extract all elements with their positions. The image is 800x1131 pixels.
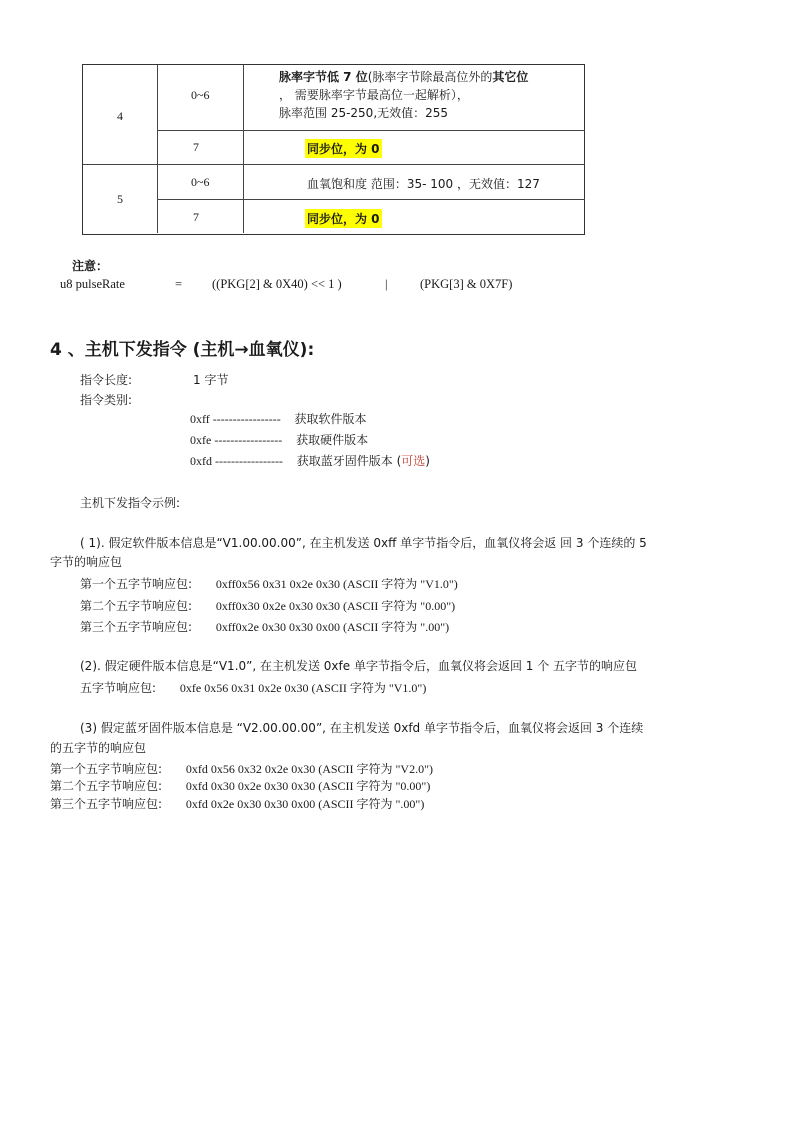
length-value: 1 字节 — [193, 373, 229, 387]
packet-value: 0xff0x2e 0x30 0x30 0x00 (ASCII 字符为 ".00") — [215, 620, 450, 634]
example2-packet — [80, 679, 426, 696]
section-heading: 4 、主机下发指令 (主机→血氧仪): — [50, 340, 315, 360]
command-desc: 获取硬件版本 — [296, 433, 369, 447]
example3-text: (3) 假定蓝牙固件版本信息是 “V2.00.00.00”, 在主机发送 0xfd 单字节指令后，血氧仪将会返回 3 个连续 — [80, 721, 644, 735]
bit-range-4-0-6: 0~6 — [191, 88, 210, 102]
packet-value: 0xff0x56 0x31 0x2e 0x30 (ASCII 字符为 "V1.0") — [215, 577, 458, 591]
example3-packet — [50, 795, 424, 812]
table-col-divider-2 — [243, 65, 244, 233]
packet-value: 0xfe 0x56 0x31 0x2e 0x30 (ASCII 字符为 "V1.0") — [179, 681, 427, 695]
command-desc: 获取软件版本 — [294, 412, 367, 426]
table-inner-row-divider-4 — [157, 130, 585, 131]
spo2-description: 血氧饱和度 范围：35- 100 ，无效值：127 — [307, 177, 540, 191]
examples-title: 主机下发指令示例: — [80, 496, 181, 510]
sync-bit-highlight-5: 同步位，为 0 — [305, 209, 382, 228]
optional-close: ) — [425, 454, 430, 468]
desc-line-3: 脉率范围 25-250,无效值：255 — [279, 106, 449, 120]
table-col-divider-1 — [157, 65, 158, 233]
bit-range-4-7: 7 — [193, 140, 199, 154]
desc-bold-1: 脉率字节低 7 位 — [279, 70, 368, 84]
bit-range-5-0-6: 0~6 — [191, 175, 210, 189]
desc-bold-2: 其它位 — [492, 70, 529, 84]
example3-packet — [50, 777, 430, 794]
length-label: 指令长度: — [80, 373, 133, 387]
type-label: 指令类别: — [80, 393, 133, 407]
packet-label: 第三个五字节响应包: — [50, 797, 163, 811]
formula-or: | — [385, 277, 388, 291]
example1-text-cont: 字节的响应包 — [50, 555, 123, 569]
byte-number-4: 4 — [117, 109, 123, 123]
example1-text: ( 1). 假定软件版本信息是“V1.00.00.00”, 在主机发送 0xff 单字节指令后，血氧仪将会返 回 3 个连续的 5 — [80, 536, 647, 550]
byte4-low-bits-description — [279, 68, 528, 122]
table-row-divider — [83, 164, 585, 165]
byte-definition-table — [82, 64, 585, 235]
example1-packet — [80, 618, 449, 635]
command-code: 0xfe ----------------- — [190, 433, 283, 447]
desc-line-2: ， 需要脉率字节最高位一起解析）， — [279, 88, 469, 102]
command-desc: 获取蓝牙固件版本 ( — [296, 454, 402, 468]
bit-range-5-7: 7 — [193, 210, 199, 224]
packet-value: 0xff0x30 0x2e 0x30 0x30 (ASCII 字符为 "0.00") — [215, 599, 456, 613]
desc-normal-1: (脉率字节除最高位外的 — [367, 70, 493, 84]
example3-text-cont: 的五字节的响应包 — [50, 741, 147, 755]
formula-lhs: u8 pulseRate — [60, 277, 125, 291]
example2-text: (2). 假定硬件版本信息是“V1.0”, 在主机发送 0xfe 单字节指令后，血氧仪将会返回 1 个 五字节的响应包 — [80, 659, 638, 673]
command-code: 0xfd ----------------- — [190, 454, 283, 468]
packet-value: 0xfd 0x30 0x2e 0x30 0x30 (ASCII 字符为 "0.00") — [185, 779, 431, 793]
packet-label: 第一个五字节响应包: — [50, 762, 163, 776]
packet-label: 第三个五字节响应包: — [80, 620, 193, 634]
sync-bit-highlight-4: 同步位，为 0 — [305, 139, 382, 158]
command-item — [190, 452, 430, 469]
example3-packet — [50, 760, 433, 777]
command-item — [190, 410, 367, 427]
example1-packet — [80, 597, 455, 614]
packet-value: 0xfd 0x56 0x32 0x2e 0x30 (ASCII 字符为 "V2.0") — [185, 762, 433, 776]
note-label: 注意： — [72, 259, 109, 273]
packet-label: 第二个五字节响应包: — [50, 779, 163, 793]
packet-label: 五字节响应包: — [80, 681, 157, 695]
formula-eq: = — [175, 277, 183, 291]
packet-label: 第一个五字节响应包: — [80, 577, 193, 591]
packet-value: 0xfd 0x2e 0x30 0x30 0x00 (ASCII 字符为 ".00") — [185, 797, 425, 811]
command-code: 0xff ----------------- — [190, 412, 281, 426]
formula-part2: (PKG[3] & 0X7F) — [420, 277, 513, 291]
formula-part1: ((PKG[2] & 0X40) << 1 ) — [212, 277, 342, 291]
example1-packet — [80, 575, 458, 592]
packet-label: 第二个五字节响应包: — [80, 599, 193, 613]
byte-number-5: 5 — [117, 192, 123, 206]
optional-tag: 可选 — [401, 454, 426, 468]
table-inner-row-divider-5 — [157, 199, 585, 200]
command-item — [190, 431, 368, 448]
